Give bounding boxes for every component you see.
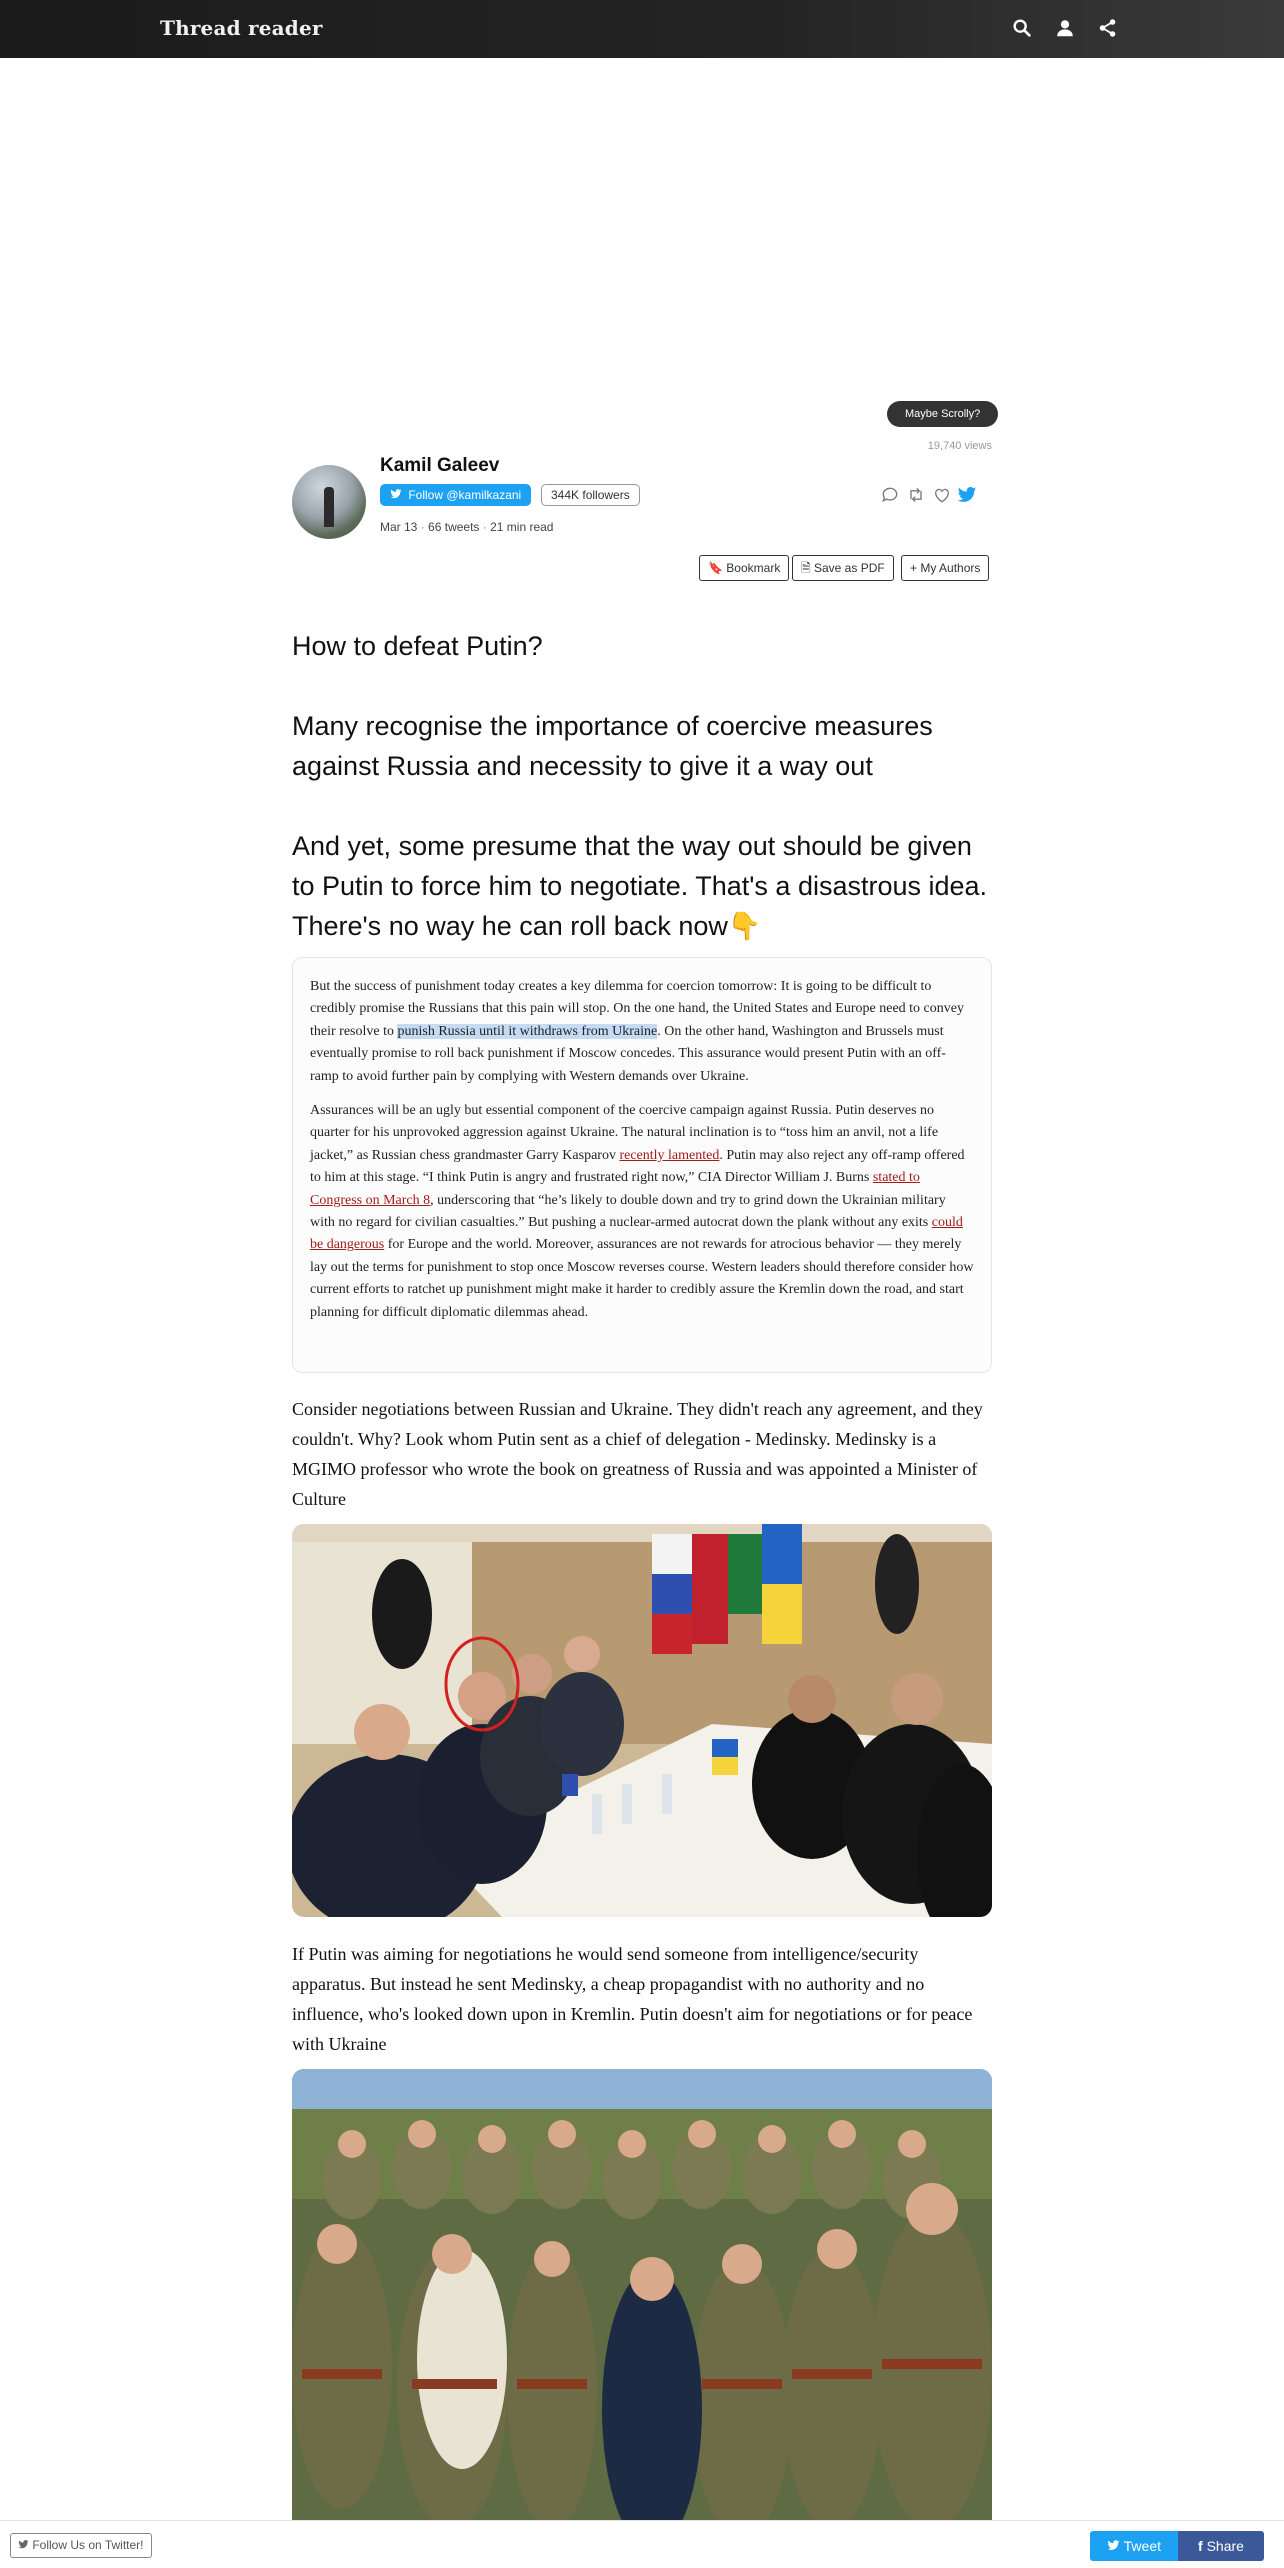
author-name[interactable]: Kamil Galeev <box>380 455 500 476</box>
my-authors-button[interactable] <box>901 555 989 581</box>
author-avatar[interactable] <box>292 465 366 539</box>
link-recently-lamented[interactable]: recently lamented <box>619 1147 720 1163</box>
bookmark-icon: 🔖 <box>708 561 723 575</box>
highlighted-text: punish Russia until it withdraws from Ukraine <box>397 1023 658 1039</box>
medinsky-soldiers-photo[interactable] <box>292 2069 992 2539</box>
facebook-icon: f <box>1198 2538 1203 2554</box>
tweet-4: Consider negotiations between Russian and Ukraine. They didn't reach any agreement, and they couldn't. Why? Look whom Putin sent as a chief of delegation - Medinsky. Medinsky is a MGIMO professor who wrote the book on greatness of Russia and was appointed a Minister of Culture <box>292 1399 983 1509</box>
tweet-count: 66 tweets <box>428 520 480 534</box>
follow-label: Follow @kamilkazani <box>408 488 522 502</box>
retweet-icon[interactable] <box>906 485 926 505</box>
plus-icon: + <box>910 561 918 575</box>
tweet-label: Tweet <box>1123 2538 1161 2554</box>
negotiations-photo[interactable] <box>292 1524 992 1917</box>
follow-us-label: Follow Us on Twitter! <box>32 2538 144 2552</box>
tweet-5: If Putin was aiming for negotiations he would send someone from intelligence/security apparatus. But instead he sent Medinsky, a cheap propagandist with no authority and no influence, who's looked down upon in Kremlin. Putin doesn't aim for negotiations or for peace with Ukraine <box>292 1944 973 2054</box>
facebook-share-button[interactable] <box>1178 2531 1264 2561</box>
tweet-1: How to defeat Putin? <box>292 631 543 661</box>
link-could-be-dangerous[interactable]: could be dangerous <box>310 1215 963 1253</box>
thread-date: Mar 13 <box>380 520 418 534</box>
twitter-icon[interactable] <box>957 485 977 505</box>
user-icon[interactable] <box>1054 17 1076 39</box>
brand-logo[interactable]: Thread reader <box>160 16 323 40</box>
thread-meta: Mar 13 · 66 tweets · 21 min read <box>380 520 554 534</box>
twitter-bird-icon <box>18 2539 29 2550</box>
file-icon: 🗎 <box>801 561 811 575</box>
bottom-share-bar <box>0 2520 1284 2568</box>
share-icon[interactable] <box>1097 17 1119 39</box>
top-navbar <box>0 0 1284 58</box>
twitter-bird-icon <box>390 488 402 500</box>
quote-paragraph-2: Assurances will be an ugly but essential component of the coercive campaign against Russia. Putin deserves no quarter for his unprovoked aggression against Ukraine. The natural inclination is to “toss him an anvil, not a life jacket,” as Russian chess grandmaster Garry Kasparov recently lamented. Putin may also reject any off-ramp offered to him at this stage. “I think Putin is angry and frustrated right now,” CIA Director William J. Burns stated to Congress on March 8, underscoring that “he’s likely to double down and try to grind down the Ukrainian military with no regard for civilian casualties.” But pushing a nuclear-armed autocrat down the plank without any exits could be dangerous for Europe and the world. Moreover, assurances are not rewards for atrocious behavior — they merely lay out the terms for punishment to stop once Moscow reverses course. Western leaders should therefore consider how current efforts to ratchet up punishment might make it harder to credibly assure the Kremlin down the road, and start planning for difficult diplomatic dilemmas ahead. <box>310 1103 974 1320</box>
soldiers-photo-image <box>292 2069 992 2539</box>
negotiations-photo-image <box>292 1524 992 1917</box>
read-time: 21 min read <box>490 520 554 534</box>
maybe-scrolly-button[interactable]: Maybe Scrolly? <box>887 401 998 427</box>
bookmark-button[interactable] <box>699 555 789 581</box>
follow-button[interactable] <box>380 484 531 506</box>
share-label: Share <box>1206 2538 1244 2554</box>
link-stated-to-congress[interactable]: stated to Congress on March 8 <box>310 1170 920 1208</box>
followers-count[interactable]: 344K followers <box>541 484 640 506</box>
quoted-article-card <box>292 957 992 1373</box>
reply-icon[interactable] <box>880 485 900 505</box>
save-pdf-button[interactable] <box>792 555 894 581</box>
quote-paragraph-1: But the success of punishment today creates a key dilemma for coercion tomorrow: It is going to be difficult to credibly promise the Russians that this pain will stop. On the one hand, the United States and Europe need to convey their resolve to punish Russia until it withdraws from Ukraine. On the other hand, Washington and Brussels must eventually promise to roll back punishment if Moscow concedes. This assurance would present Putin with an off-ramp to avoid further pain by complying with Western demands over Ukraine. <box>310 979 964 1084</box>
tweet-3: And yet, some presume that the way out should be given to Putin to force him to negotiate. That's a disastrous idea. There's no way he can roll back now👇 <box>292 831 988 941</box>
twitter-bird-icon <box>1107 2539 1120 2552</box>
view-count: 19,740 views <box>927 440 992 452</box>
follow-us-button[interactable] <box>10 2533 152 2558</box>
search-icon[interactable] <box>1011 17 1033 39</box>
bookmark-label: Bookmark <box>726 561 781 575</box>
my-authors-label: My Authors <box>920 561 981 575</box>
like-icon[interactable] <box>932 485 952 505</box>
save-pdf-label: Save as PDF <box>814 561 885 575</box>
tweet-share-button[interactable] <box>1090 2531 1178 2561</box>
tweet-2: Many recognise the importance of coercive measures against Russia and necessity to give it a way out <box>292 711 933 781</box>
